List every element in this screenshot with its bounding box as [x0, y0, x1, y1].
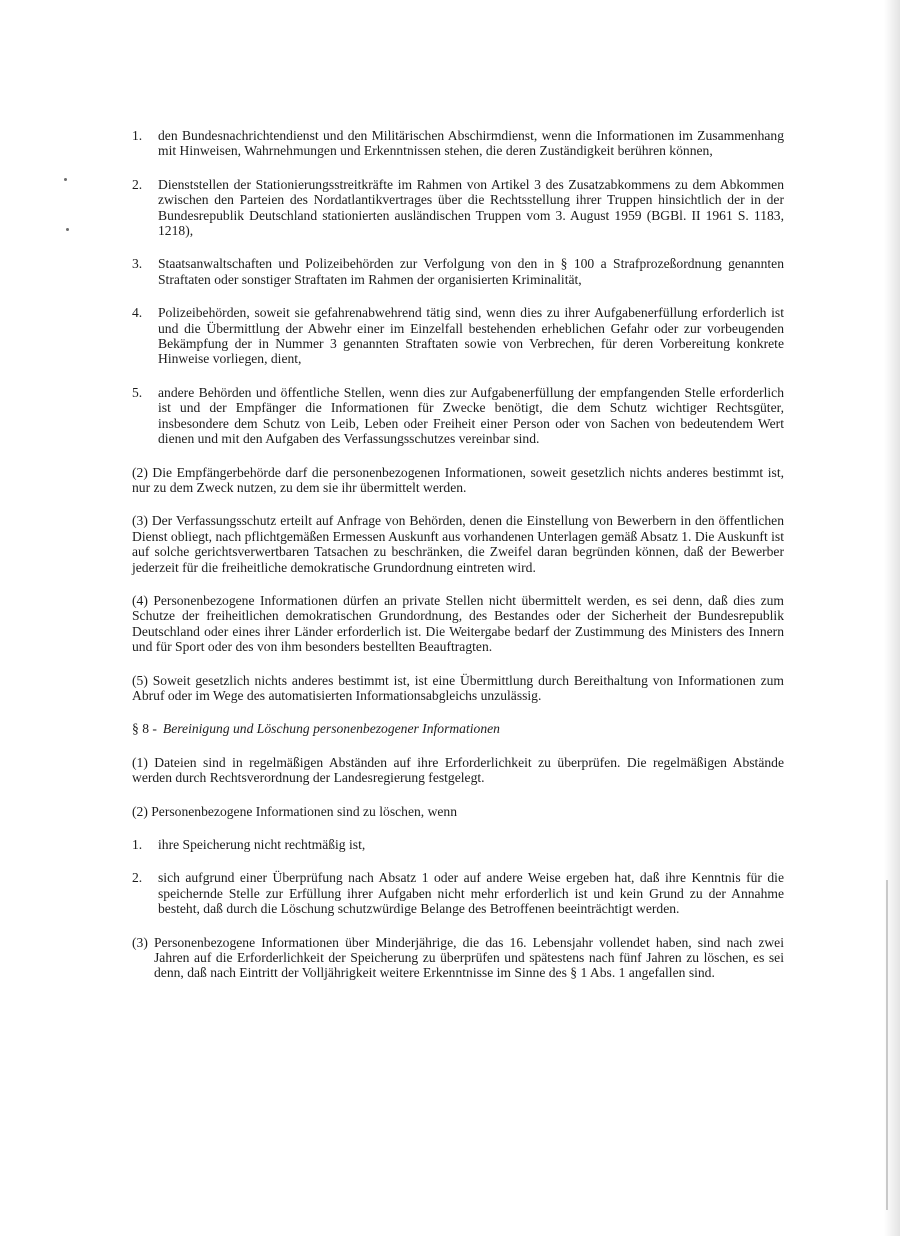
list-item-text: sich aufgrund einer Überprüfung nach Absatz 1 oder auf andere Weise ergeben hat, daß ihre Kenntnis für die speichernde Stelle zur Erfüllung ihrer Aufgaben nicht mehr erforderlich ist und kein Grund zu der Annahme besteht, daß durch die Löschung schutzwürdige Belange des Betroffenen beeinträchtigt werden. — [158, 870, 784, 917]
list-item-number: 2. — [132, 870, 143, 886]
list-item-number: 1. — [132, 837, 143, 852]
paragraph-5: (5) Soweit gesetzlich nichts anderes bestimmt ist, ist eine Übermittlung durch Bereithaltung von Informationen zum Abruf oder im Wege des automatisierten Informationsabgleichs unzulässig. — [132, 672, 784, 703]
paragraph-4: (4) Personenbezogene Informationen dürfen an private Stellen nicht übermittelt werden, es sei denn, daß dies zum Schutze der freiheitlichen demokratischen Grundordnung, des Bestandes oder der Sicherheit der Bundesrepublik Deutschland oder eines ihrer Länder erforderlich ist. Die Weitergabe bedarf der Zustimmung des Ministers des Innern und für Sport oder des von ihm besonders bestellten Beauftragten. — [132, 592, 784, 655]
section-8-paragraph-3: (3) Personenbezogene Informationen über Minderjährige, die das 16. Lebensjahr vollendet haben, sind nach zwei Jahren auf die Erforderlichkeit der Speicherung zu überprüfen und spätestens nach fünf Jahren zu löschen, es sei denn, daß nach Eintritt der Volljährigkeit weitere Erkenntnisse im Sinne des § 1 Abs. 1 angefallen sind. — [132, 934, 784, 981]
list-item-text: Polizeibehörden, soweit sie gefahrenabwehrend tätig sind, wenn dies zu ihrer Aufgabenerfüllung erforderlich ist und die Übermittlung der Abwehr einer im Einzelfall bestehenden erheblichen Gefahr oder zur vorbeugenden Bekämpfung der in Nummer 3 genannten Straftaten sowie von Verbrechen, für deren Vorbereitung konkrete Hinweise vorliegen, dient, — [158, 305, 784, 367]
list-item-text: Dienststellen der Stationierungsstreitkräfte im Rahmen von Artikel 3 des Zusatzabkommens zu dem Abkommen zwischen den Parteien des Nordatlantikvertrages über die Rechtsstellung ihrer Truppen hinsichtlich der in der Bundesrepublik Deutschland stationierten ausländischen Truppen vom 3. August 1959 (BGBl. II 1961 S. 1183, 1218), — [158, 176, 784, 239]
list-item — [132, 305, 784, 367]
list-item — [132, 870, 784, 916]
list-item-number: 4. — [132, 305, 143, 321]
list-item-number: 2. — [132, 176, 143, 192]
section-8-paragraph-1: (1) Dateien sind in regelmäßigen Abständen auf ihre Erforderlichkeit zu überprüfen. Die regelmäßigen Abstände werden durch Rechtsverordnung der Landesregierung festgelegt. — [132, 754, 784, 786]
scan-speck — [64, 178, 67, 181]
list-item-number: 3. — [132, 256, 143, 272]
list-item-text: Staatsanwaltschaften und Polizeibehörden zur Verfolgung von den in § 100 a Strafprozeßordnung genannten Straftaten oder sonstiger Straftaten im Rahmen der organisierten Kriminalität, — [158, 256, 784, 287]
paragraph-2: (2) Die Empfängerbehörde darf die personenbezogenen Informationen, soweit gesetzlich nichts anderes bestimmt ist, nur zu dem Zweck nutzen, zu dem sie ihr übermittelt werden. — [132, 464, 784, 495]
scan-edge-line — [886, 880, 888, 1210]
list-item-number: 1. — [132, 128, 143, 143]
section-title: Bereinigung und Löschung personenbezogener Informationen — [162, 721, 500, 737]
scan-speck — [66, 228, 69, 231]
list-item — [132, 177, 784, 239]
list-item — [132, 256, 784, 287]
document-body — [132, 128, 784, 999]
list-item-text: ihre Speicherung nicht rechtmäßig ist, — [158, 837, 366, 852]
list-item-text: den Bundesnachrichtendienst und den Militärischen Abschirmdienst, wenn die Informationen im Zusammenhang mit Hinweisen, Wahrnehmungen und Erkenntnissen stehen, die deren Zuständigkeit berühren können, — [158, 128, 784, 159]
section-heading — [132, 721, 784, 736]
list-item — [132, 128, 784, 159]
list-item — [132, 385, 784, 447]
section-8-paragraph-2: (2) Personenbezogene Informationen sind zu löschen, wenn — [132, 803, 458, 819]
section-number: § 8 - — [132, 721, 157, 737]
paragraph-3: (3) Der Verfassungsschutz erteilt auf Anfrage von Behörden, denen die Einstellung von Bewerbern in den öffentlichen Dienst obliegt, nach pflichtgemäßen Ermessen Auskunft aus vorhandenen Unterlagen gemäß Absatz 1. Die Auskunft ist auf solche gerichtsverwertbaren Tatsachen zu beschränken, die Zweifel daran begründen können, daß der Bewerber jederzeit für die freiheitliche demokratische Grundordnung eintreten wird. — [132, 513, 784, 575]
list-item — [132, 837, 784, 852]
list-item-text: andere Behörden und öffentliche Stellen, wenn dies zur Aufgabenerfüllung der empfangenden Stelle erforderlich ist und der Empfänger die Informationen für Zwecke benötigt, die dem Schutz wichtiger Rechtsgüter, insbesondere dem Schutz von Leib, Leben oder Freiheit einer Person oder von Sachen von bedeutendem Wert dienen und mit den Aufgaben des Verfassungsschutzes vereinbar sind. — [158, 384, 784, 447]
list-item-number: 5. — [132, 384, 143, 400]
